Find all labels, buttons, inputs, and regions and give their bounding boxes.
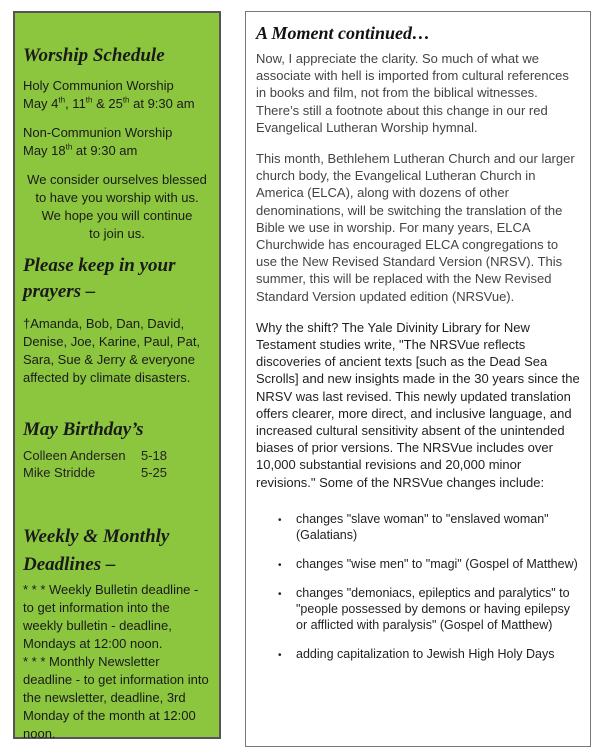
birthday-list bbox=[23, 447, 211, 481]
blessing-line: We consider ourselves blessed bbox=[27, 172, 207, 187]
communion-dates: May 4th, 11th & 25th at 9:30 am bbox=[23, 95, 195, 111]
communion-label: Holy Communion Worship bbox=[23, 78, 174, 93]
birthdays-heading: May Birthday’s bbox=[23, 419, 144, 440]
birthday-entry bbox=[23, 464, 211, 481]
blessing-message bbox=[23, 171, 211, 243]
blessing-line: to have you worship with us. bbox=[35, 190, 199, 205]
article-paragraph: Now, I appreciate the clarity. So much of what we associate with hell is imported from cultural references in books and film, not from the biblical witnesses. There’s still a footnote about this change in our red Evangelical Lutheran Worship hymnal. bbox=[256, 51, 569, 135]
sidebar-panel bbox=[13, 11, 221, 739]
birthday-name: Colleen Andersen bbox=[23, 448, 126, 463]
birthday-entry bbox=[23, 447, 211, 464]
birthday-name: Mike Stridde bbox=[23, 465, 96, 480]
worship-schedule-heading: Worship Schedule bbox=[23, 45, 165, 66]
weekly-deadline: * * * Weekly Bulletin deadline - to get information into the weekly bulletin - deadline, Mondays at 12:00 noon. bbox=[23, 582, 199, 651]
article-paragraph: Why the shift? The Yale Divinity Library for New Testament studies write, "The NRSVue reflects discoveries of ancient texts [such as the Dead Sea Scrolls] and new insights made in the 30 years since the NRSV was last revised. This newly updated translation offers clearer, more direct, and inclusive language, and increased cultural sensitivity absent of the unintended biases of prior versions. The NRSVue includes over 10,000 substantial revisions and 20,000 minor revisions." Some of the NRSVue changes include: bbox=[256, 319, 580, 490]
bullet-icon: • bbox=[278, 559, 282, 571]
noncommunion-label: Non-Communion Worship bbox=[23, 125, 173, 140]
article-paragraph: This month, Bethlehem Lutheran Church and our larger church body, the Evangelical Lutheran Church in America (ELCA), along with dozens of other denominations, will be switching the translation of the Bible we use in worship. For many years, ELCA Churchwide has encouraged ELCA congregations to use the New Revised Standard Version (NRSV). This summer, this will be replaced with the New Revised Standard Version updated edition (NRSVue). bbox=[256, 151, 575, 304]
changes-list bbox=[256, 511, 580, 662]
article-title: A Moment continued… bbox=[256, 23, 431, 43]
birthday-date: 5-25 bbox=[141, 465, 168, 480]
deadlines-heading: Weekly & Monthly Deadlines – bbox=[23, 526, 170, 575]
bullet-icon: • bbox=[278, 649, 282, 661]
blessing-line: to join us. bbox=[89, 226, 145, 241]
list-item: • changes "wise men" to "magi" (Gospel of Matthew) bbox=[296, 556, 580, 572]
bullet-icon: • bbox=[278, 588, 282, 600]
birthday-date: 5-18 bbox=[141, 448, 168, 463]
noncommunion-date: May 18th at 9:30 am bbox=[23, 142, 138, 158]
list-item: • adding capitalization to Jewish High Holy Days bbox=[296, 646, 580, 662]
list-item: • changes "slave woman" to "enslaved woman" (Galatians) bbox=[278, 511, 549, 542]
prayers-heading: Please keep in your prayers – bbox=[23, 255, 176, 302]
list-item: • changes "demoniacs, epileptics and paralytics" to "people possessed by demons or having epilepsy or afflicted with paralysis" (Gospel of Matthew) bbox=[278, 585, 571, 632]
blessing-line: We hope you will continue bbox=[41, 208, 193, 223]
article-panel bbox=[245, 11, 591, 747]
bullet-icon: • bbox=[278, 514, 282, 526]
monthly-deadline: * * * Monthly Newsletter deadline - to get information into the newsletter, deadline, 3rd Monday of the month at 12:00 noon. bbox=[23, 654, 209, 741]
prayer-names: †Amanda, Bob, Dan, David, Denise, Joe, Karine, Paul, Pat, Sara, Sue & Jerry & everyone affected by climate disasters. bbox=[23, 316, 201, 385]
